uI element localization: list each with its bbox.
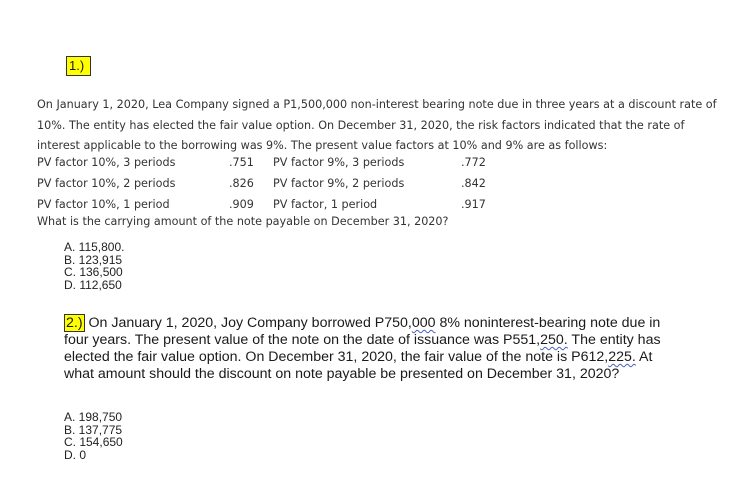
spellcheck-mark: 225. [608, 349, 636, 365]
option-a: A. 115,800. [64, 240, 125, 254]
question-1-prompt: What is the carrying amount of the note payable on December 31, 2020? [37, 215, 449, 228]
q2-text-1: On January 1, 2020, Joy Company borrowed P750, [84, 315, 412, 331]
option-b: B. 137,775 [64, 422, 123, 437]
q2-text-3: The entity has elected the fair value option. On December 31, 2020, the fair value of the note is P612, [64, 332, 661, 365]
q2-text-2: 8% noninterest-bearing note due in four years. The present value of the note on the date of issuance was P551, [64, 315, 661, 348]
option-d: D. 0 [64, 447, 87, 462]
q2-text-4: At what amount should the discount on note payable be presented on December 31, 2020? [64, 349, 653, 382]
option-d: D. 112,650 [64, 277, 122, 292]
pv-label-b: PV factor 9%, 3 periods [273, 156, 405, 169]
spellcheck-mark: 250. [540, 332, 568, 348]
pv-value-a: .826 [229, 177, 254, 190]
pv-label-b: PV factor, 1 period [273, 198, 378, 211]
question-2-options [64, 411, 123, 461]
pv-label-b: PV factor 9%, 2 periods [273, 177, 405, 190]
pv-value-a: .909 [229, 198, 254, 211]
pv-value-b: .917 [461, 198, 486, 211]
question-2-number: 2.) [66, 315, 83, 331]
option-a: A. 198,750 [64, 410, 123, 424]
option-b: B. 123,915 [64, 252, 123, 267]
pv-label-a: PV factor 10%, 2 periods [37, 177, 176, 190]
pv-label-a: PV factor 10%, 3 periods [37, 156, 176, 169]
question-2-paragraph [64, 315, 664, 383]
question-1-paragraph: On January 1, 2020, Lea Company signed a P1,500,000 non-interest bearing note due in three years at a discount rate of 10%. The entity has elected the fair value option. On December 31, 2020, the risk factors indicated that the rate of interest applicable to the borrowing was 9%. The present value factors at 10% and 9% are as follows: [37, 98, 717, 152]
question-1-options [64, 241, 125, 291]
spellcheck-mark: 000 [411, 315, 436, 331]
pv-value-a: .751 [229, 156, 254, 169]
question-1-number: 1.) [66, 56, 91, 76]
option-c: C. 136,500 [64, 265, 123, 279]
option-c: C. 154,650 [64, 435, 123, 449]
pv-value-b: .772 [461, 156, 486, 169]
pv-label-a: PV factor 10%, 1 period [37, 198, 170, 211]
pv-value-b: .842 [461, 177, 486, 190]
